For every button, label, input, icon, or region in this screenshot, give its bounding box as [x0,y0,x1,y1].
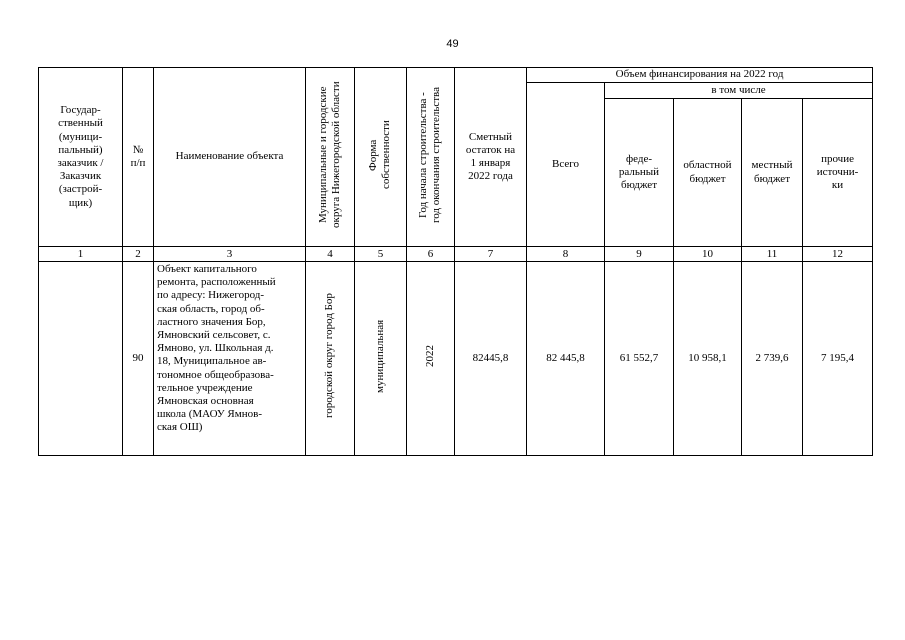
column-number: 11 [742,247,803,262]
table-row [39,262,873,456]
cell-municipality-text: городской округ город Бор [323,293,336,419]
column-number: 10 [674,247,742,262]
column-number: 6 [407,247,455,262]
header-local: местный бюджет [742,99,803,247]
cell-year-text: 2022 [423,345,436,368]
header-object-name: Наименование объекта [154,68,306,247]
column-number: 5 [355,247,407,262]
column-number: 4 [306,247,355,262]
cell-municipality [306,262,355,456]
column-number-row [39,247,873,262]
cell-local: 2 739,6 [742,262,803,456]
header-including: в том числе [605,83,873,99]
cell-federal: 61 552,7 [605,262,674,456]
header-municipality [306,68,355,247]
page-number: 49 [446,38,459,50]
cell-other: 7 195,4 [803,262,873,456]
column-number: 2 [123,247,154,262]
cell-estimate-balance: 82445,8 [455,262,527,456]
header-other: прочие источни- ки [803,99,873,247]
header-number: № п/п [123,68,154,247]
header-municipality-text: Муниципальные и городские округа Нижегородской области [316,81,342,229]
header-total: Всего [527,83,605,247]
cell-ownership-text: муниципальная [373,319,386,394]
cell-year [407,262,455,456]
cell-regional: 10 958,1 [674,262,742,456]
header-ownership [355,68,407,247]
cell-object-name: Объект капитального ремонта, расположенный по адресу: Нижегород- ская область, город об- ластного значения Бор, Ямновский сельсовет, с. Ямново, ул. Школьная д. 18, Муниципальное ав- тономное общеобразова- тельное учреждение Ямновская основная школа (МАОУ Ямнов- ская ОШ) [154,262,306,456]
header-years-text: Год начала строительства - год окончания строительства [417,86,443,223]
header-ownership-text: Форма собственности [367,120,393,190]
header-years [407,68,455,247]
cell-number: 90 [123,262,154,456]
financing-table [38,67,873,456]
cell-customer [39,262,123,456]
cell-total: 82 445,8 [527,262,605,456]
header-federal: феде- ральный бюджет [605,99,674,247]
header-customer: Государ- ственный (муници- пальный) заказчик / Заказчик (застрой- щик) [39,68,123,247]
cell-ownership [355,262,407,456]
header-regional: областной бюджет [674,99,742,247]
column-number: 3 [154,247,306,262]
column-number: 8 [527,247,605,262]
column-number: 9 [605,247,674,262]
header-estimate-balance: Сметный остаток на 1 января 2022 года [455,68,527,247]
column-number: 12 [803,247,873,262]
header-financing: Объем финансирования на 2022 год [527,68,873,83]
column-number: 1 [39,247,123,262]
column-number: 7 [455,247,527,262]
